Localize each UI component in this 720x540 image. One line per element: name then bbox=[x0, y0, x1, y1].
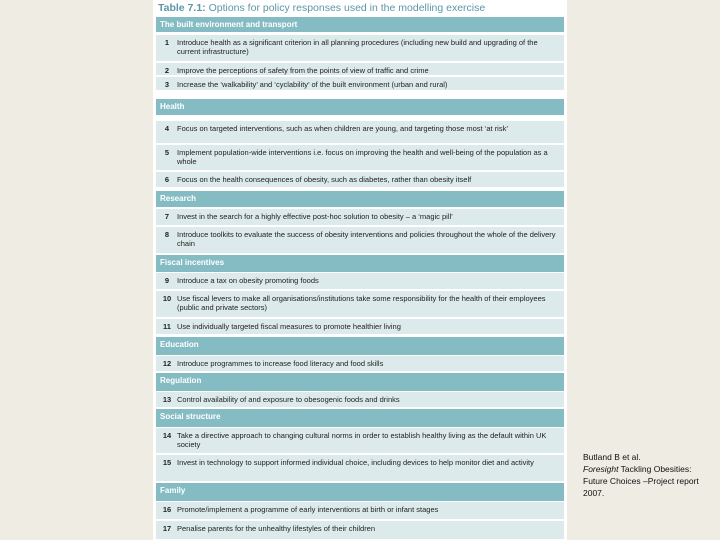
option-number: 3 bbox=[164, 80, 170, 89]
table-row bbox=[156, 273, 564, 290]
table-row bbox=[156, 356, 564, 372]
option-text: Use individually targeted fiscal measures to promote healthier living bbox=[177, 322, 401, 331]
option-text: Introduce programmes to increase food literacy and food skills bbox=[177, 359, 384, 368]
option-number: 1 bbox=[164, 38, 170, 47]
table-row bbox=[156, 455, 564, 482]
table-row bbox=[156, 319, 564, 335]
option-text: Take a directive approach to changing cultural norms in order to establish healthy living as the default within UK society bbox=[177, 431, 547, 449]
option-number: 17 bbox=[162, 524, 172, 533]
option-number: 13 bbox=[162, 395, 172, 404]
option-number: 6 bbox=[164, 175, 170, 184]
option-number: 11 bbox=[163, 322, 171, 331]
option-text: Introduce a tax on obesity promoting foods bbox=[177, 276, 319, 285]
option-text: Improve the perceptions of safety from the points of view of traffic and crime bbox=[177, 66, 429, 75]
table-row bbox=[156, 392, 564, 408]
section-header: The built environment and transport bbox=[156, 17, 564, 32]
table-row bbox=[156, 227, 564, 254]
table-row bbox=[156, 121, 564, 144]
citation-italic: Foresight bbox=[583, 464, 619, 474]
table-row bbox=[156, 63, 564, 76]
option-number: 12 bbox=[162, 359, 172, 368]
option-text: Focus on the health consequences of obesity, such as diabetes, rather than obesity itself bbox=[177, 175, 472, 184]
table-row bbox=[156, 35, 564, 62]
option-text: Control availability of and exposure to obesogenic foods and drinks bbox=[177, 395, 400, 404]
option-number: 4 bbox=[164, 124, 170, 133]
table-row bbox=[156, 521, 564, 540]
section-header: Regulation bbox=[156, 373, 564, 391]
option-text: Penalise parents for the unhealthy lifestyles of their children bbox=[177, 524, 376, 533]
citation-rest: Tackling Obesities: Future Choices –Project report 2007. bbox=[583, 464, 699, 498]
option-text: Introduce toolkits to evaluate the success of obesity interventions and policies throughout the whole of the delivery chain bbox=[177, 230, 556, 248]
table-row bbox=[156, 77, 564, 91]
table-number: Table 7.1: bbox=[158, 2, 206, 14]
section-header: Social structure bbox=[156, 409, 564, 427]
citation-authors: Butland B et al. bbox=[583, 452, 641, 462]
section-header: Health bbox=[156, 99, 564, 115]
option-number: 15 bbox=[162, 458, 172, 467]
option-text: Invest in technology to support informed individual choice, including devices to help monitor diet and activity bbox=[177, 458, 534, 467]
option-number: 5 bbox=[164, 148, 170, 157]
option-number: 9 bbox=[164, 276, 170, 285]
table-row bbox=[156, 428, 564, 454]
section-header: Research bbox=[156, 191, 564, 207]
section-header: Education bbox=[156, 337, 564, 355]
section-header: Family bbox=[156, 483, 564, 501]
table-row bbox=[156, 291, 564, 318]
table-row bbox=[156, 209, 564, 226]
option-text: Use fiscal levers to make all organisations/institutions take some responsibility for the health of their employees (public and private sectors) bbox=[177, 294, 546, 312]
option-text: Implement population-wide interventions i.e. focus on improving the health and well-being of the population as a whole bbox=[177, 148, 548, 166]
option-number: 16 bbox=[162, 505, 172, 514]
option-number: 14 bbox=[162, 431, 172, 440]
section-header: Fiscal incentives bbox=[156, 255, 564, 272]
option-number: 2 bbox=[164, 66, 170, 75]
option-text: Introduce health as a significant criterion in all planning procedures (including new build and upgrading of the current infrastructure) bbox=[177, 38, 538, 56]
option-number: 8 bbox=[164, 230, 170, 239]
option-number: 10 bbox=[162, 294, 172, 303]
option-text: Focus on targeted interventions, such as when children are young, and targeting those most ‘at risk’ bbox=[177, 124, 509, 133]
table-row bbox=[156, 145, 564, 171]
option-text: Promote/implement a programme of early interventions at birth or infant stages bbox=[177, 505, 439, 514]
table-title bbox=[158, 2, 485, 14]
option-text: Increase the ‘walkability’ and ‘cyclability’ of the built environment (urban and rural) bbox=[177, 80, 448, 89]
table-title-text: Options for policy responses used in the modelling exercise bbox=[208, 2, 486, 14]
table-row bbox=[156, 172, 564, 188]
option-text: Invest in the search for a highly effective post-hoc solution to obesity – a ‘magic pill’ bbox=[177, 212, 453, 221]
table-row bbox=[156, 502, 564, 520]
citation bbox=[583, 451, 713, 499]
option-number: 7 bbox=[164, 212, 170, 221]
table-document bbox=[153, 0, 567, 540]
